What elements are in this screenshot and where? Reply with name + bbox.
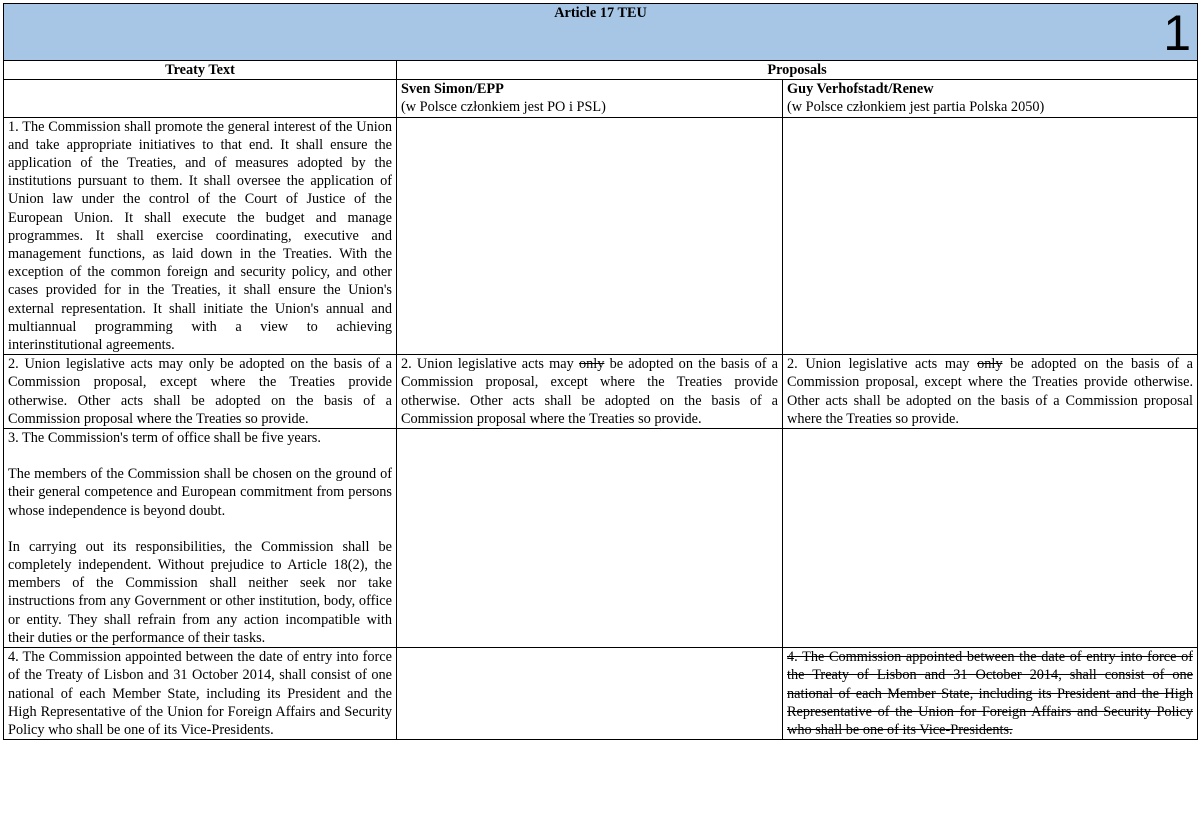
- proposal-1-paragraph-2: [397, 355, 783, 429]
- proposal-2-paragraph-1: [783, 117, 1198, 355]
- proposer-row: [4, 80, 1198, 117]
- proposal-1-p2-before: 2. Union legislative acts may: [401, 356, 579, 373]
- proposer-1-cell: [397, 80, 783, 117]
- proposal-2-paragraph-3: [783, 429, 1198, 648]
- treaty-paragraph-2: 2. Union legislative acts may only be adopted on the basis of a Commission proposal, except where the Treaties provide otherwise. Other acts shall be adopted on the basis of a Commission proposal where the Treaties so provide.: [4, 355, 397, 429]
- proposal-2-paragraph-4: [783, 648, 1198, 740]
- proposal-1-paragraph-1: [397, 117, 783, 355]
- treaty-paragraph-1: 1. The Commission shall promote the general interest of the Union and take appropriate initiatives to that end. It shall ensure the application of the Treaties, and of measures adopted by the institutions pursuant to them. It shall oversee the application of Union law under the control of the Court of Justice of the European Union. It shall execute the budget and manage programmes. It shall exercise coordinating, executive and management functions, as laid down in the Treaties. With the exception of the common foreign and security policy, and other cases provided for in the Treaties, it shall ensure the Union's external representation. It shall initiate the Union's annual and multiannual programming with a view to achieving interinstitutional agreements.: [4, 117, 397, 355]
- proposal-2-paragraph-2: [783, 355, 1198, 429]
- title-row: [4, 4, 1198, 61]
- proposal-1-p2-after: be adopted on the basis of a Commission proposal, except where the Treaties provide otherwise. Other acts shall be adopted on the basis of a Commission proposal where the Treaties so provide.: [401, 356, 779, 427]
- proposer-2-cell: [783, 80, 1198, 117]
- proposal-1-paragraph-3: [397, 429, 783, 648]
- proposer-1-name: Sven Simon/EPP: [401, 81, 504, 98]
- article-comparison-table: [3, 3, 1198, 740]
- table-row: [4, 648, 1198, 740]
- table-row: [4, 117, 1198, 355]
- table-row: [4, 429, 1198, 648]
- treaty-paragraph-4: 4. The Commission appointed between the date of entry into force of the Treaty of Lisbon and 31 October 2014, shall consist of one national of each Member State, including its President and the High Representative of the Union for Foreign Affairs and Security Policy who shall be one of its Vice-Presidents.: [4, 648, 397, 740]
- proposer-2-note: (w Polsce członkiem jest partia Polska 2050): [787, 99, 1045, 116]
- column-header-row: [4, 61, 1198, 80]
- proposal-1-paragraph-4: [397, 648, 783, 740]
- table-row: [4, 355, 1198, 429]
- proposal-2-p4-deleted: 4. The Commission appointed between the date of entry into force of the Treaty of Lisbon and 31 October 2014, shall consist of one national of each Member State, including its President and the High Representative of the Union for Foreign Affairs and Security Policy who shall be one of its Vice-Presidents.: [787, 649, 1194, 738]
- proposer-1-note: (w Polsce członkiem jest PO i PSL): [401, 99, 606, 116]
- title-cell: [4, 4, 1198, 61]
- proposal-1-p2-deleted: only: [578, 356, 605, 373]
- page-number: 1: [1163, 5, 1192, 61]
- treaty-paragraph-3: [4, 429, 397, 648]
- proposal-2-p2-before: 2. Union legislative acts may: [787, 356, 978, 373]
- article-title: Article 17 TEU: [554, 5, 647, 21]
- treaty-p3-members: The members of the Commission shall be chosen on the ground of their general competence and European commitment from persons whose independence is beyond doubt.: [8, 466, 392, 519]
- proposer-2-name: Guy Verhofstadt/Renew: [787, 81, 934, 98]
- treaty-p3-term: 3. The Commission's term of office shall be five years.: [8, 430, 321, 447]
- proposer-empty-cell: [4, 80, 397, 117]
- proposals-header: Proposals: [397, 61, 1198, 80]
- treaty-p3-independence: In carrying out its responsibilities, the Commission shall be completely independent. Without prejudice to Article 18(2), the members of the Commission shall neither seek nor take instructions from any Government or other institution, body, office or entity. They shall refrain from any action incompatible with their duties or the performance of their tasks.: [8, 538, 392, 646]
- proposal-2-p2-after: be adopted on the basis of a Commission proposal, except where the Treaties provide otherwise. Other acts shall be adopted on the basis of a Commission proposal where the Treaties so provide.: [787, 356, 1194, 427]
- proposal-2-p2-deleted: only: [977, 356, 1003, 373]
- treaty-text-header: Treaty Text: [4, 61, 397, 80]
